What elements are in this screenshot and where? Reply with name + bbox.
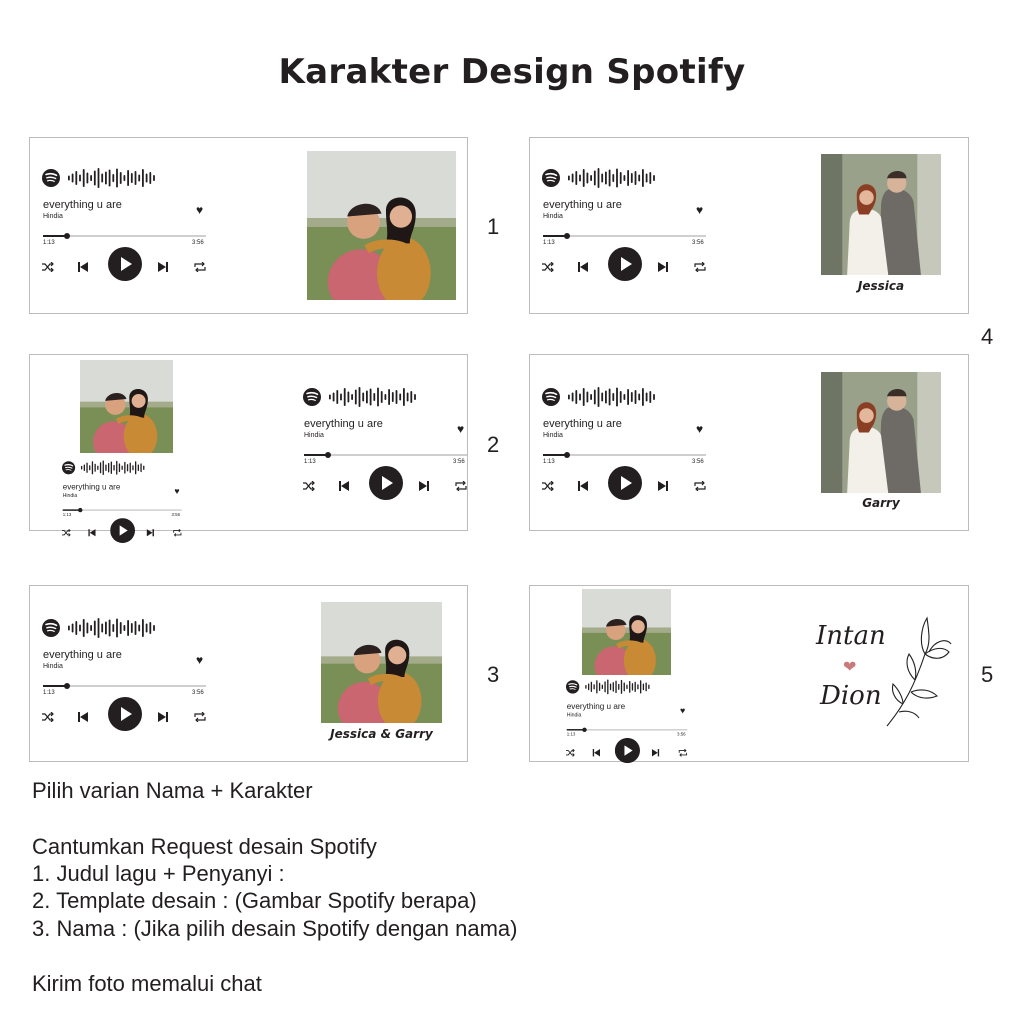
repeat-icon[interactable] <box>694 259 706 277</box>
previous-icon[interactable] <box>339 478 349 496</box>
spotify-player <box>542 385 712 495</box>
time-elapsed: 1:13 <box>304 459 316 465</box>
spotify-code <box>42 616 160 640</box>
wedding-photo <box>821 154 941 275</box>
heart-icon: ❤ <box>843 659 857 676</box>
time-total: 3:56 <box>192 240 204 246</box>
next-icon[interactable] <box>158 259 168 277</box>
song-title: everything u are <box>543 199 622 211</box>
shuffle-icon[interactable] <box>542 259 554 277</box>
heart-icon[interactable]: ♥ <box>196 203 204 217</box>
artist-name: Hindia <box>566 712 582 718</box>
next-icon[interactable] <box>652 747 659 760</box>
artist-name: Hindia <box>543 213 563 220</box>
couple-photo <box>321 602 442 723</box>
wedding-photo <box>821 372 941 493</box>
progress-bar[interactable] <box>43 685 206 687</box>
repeat-icon[interactable] <box>173 527 182 540</box>
photo-name-caption: Jessica & Garry <box>330 727 433 741</box>
heart-icon[interactable]: ♥ <box>174 486 180 497</box>
song-title: everything u are <box>43 199 122 211</box>
spotify-card-variant-5[interactable] <box>529 585 969 762</box>
play-icon[interactable] <box>369 466 403 505</box>
artist-name: Hindia <box>543 432 563 439</box>
progress-bar[interactable] <box>567 729 688 730</box>
next-icon[interactable] <box>158 709 168 727</box>
time-total: 3:56 <box>677 732 686 738</box>
spotify-player <box>303 385 473 495</box>
shuffle-icon[interactable] <box>542 478 554 496</box>
info-send-photo: Kirim foto memalui chat <box>32 971 262 996</box>
info-request-heading: Cantumkan Request desain Spotify <box>32 834 377 859</box>
shuffle-icon[interactable] <box>566 747 575 760</box>
next-icon[interactable] <box>419 478 429 496</box>
next-icon[interactable] <box>658 478 668 496</box>
artist-name: Hindia <box>43 663 63 670</box>
info-step-1: 1. Judul lagu + Penyanyi : <box>32 861 285 886</box>
previous-icon[interactable] <box>578 478 588 496</box>
heart-icon[interactable]: ♥ <box>457 422 465 436</box>
repeat-icon[interactable] <box>194 709 206 727</box>
heart-icon[interactable]: ♥ <box>696 422 704 436</box>
variant-number-1: 1 <box>487 214 500 239</box>
time-total: 3:56 <box>192 690 204 696</box>
heart-icon[interactable]: ♥ <box>696 203 704 217</box>
variant-number-3: 3 <box>487 662 500 687</box>
spotify-card-variant-4a[interactable] <box>529 137 969 314</box>
time-total: 3:56 <box>692 240 704 246</box>
next-icon[interactable] <box>658 259 668 277</box>
couple-photo <box>80 360 173 453</box>
heart-icon[interactable]: ♥ <box>679 705 686 716</box>
previous-icon[interactable] <box>78 259 88 277</box>
time-elapsed: 1:13 <box>43 240 55 246</box>
variant-number-5: 5 <box>981 662 994 687</box>
spotify-card-variant-4b[interactable] <box>529 354 969 531</box>
play-icon[interactable] <box>108 697 142 736</box>
spotify-card-variant-1[interactable] <box>29 137 468 314</box>
variant-number-4: 4 <box>981 324 994 349</box>
repeat-icon[interactable] <box>694 478 706 496</box>
previous-icon[interactable] <box>78 709 88 727</box>
play-icon[interactable] <box>615 738 640 767</box>
time-elapsed: 1:13 <box>566 732 576 738</box>
spotify-player-small <box>62 459 186 539</box>
song-title: everything u are <box>62 483 121 492</box>
spotify-code <box>542 166 660 190</box>
artist-name: Hindia <box>304 432 324 439</box>
previous-icon[interactable] <box>593 747 600 760</box>
photo-name-caption: Garry <box>862 496 900 510</box>
spotify-card-variant-2[interactable] <box>29 354 468 531</box>
progress-bar[interactable] <box>304 454 467 456</box>
repeat-icon[interactable] <box>455 478 467 496</box>
variant-number-2: 2 <box>487 432 500 457</box>
info-step-3: 3. Nama : (Jika pilih desain Spotify dengan nama) <box>32 916 518 941</box>
shuffle-icon[interactable] <box>303 478 315 496</box>
couple-photo <box>582 589 671 675</box>
previous-icon[interactable] <box>88 527 95 540</box>
flower-line-art-icon <box>885 614 955 729</box>
repeat-icon[interactable] <box>678 747 687 760</box>
spotify-code <box>542 385 660 409</box>
artist-name: Hindia <box>62 493 78 499</box>
info-choose-variant: Pilih varian Nama + Karakter <box>32 778 313 803</box>
play-icon[interactable] <box>608 466 642 505</box>
previous-icon[interactable] <box>578 259 588 277</box>
song-title: everything u are <box>43 649 122 661</box>
song-title: everything u are <box>304 418 383 430</box>
heart-icon[interactable]: ♥ <box>196 653 204 667</box>
shuffle-icon[interactable] <box>42 709 54 727</box>
time-total: 3:56 <box>692 459 704 465</box>
script-name-first: Intan <box>816 621 886 651</box>
time-total: 3:56 <box>171 513 181 518</box>
play-icon[interactable] <box>608 247 642 286</box>
script-name-second: Dion <box>820 681 882 711</box>
spotify-player-small <box>566 678 692 759</box>
time-elapsed: 1:13 <box>43 690 55 696</box>
spotify-player <box>42 166 212 276</box>
next-icon[interactable] <box>147 527 154 540</box>
spotify-code <box>566 678 653 696</box>
song-title: everything u are <box>566 702 626 712</box>
play-icon[interactable] <box>108 247 142 286</box>
photo-name-caption: Jessica <box>857 279 905 293</box>
shuffle-icon[interactable] <box>62 527 71 540</box>
spotify-player <box>42 616 212 726</box>
shuffle-icon[interactable] <box>42 259 54 277</box>
spotify-player <box>542 166 712 276</box>
spotify-code <box>42 166 160 190</box>
progress-bar[interactable] <box>543 235 706 237</box>
time-elapsed: 1:13 <box>62 513 72 518</box>
play-icon[interactable] <box>110 518 135 546</box>
time-total: 3:56 <box>453 459 465 465</box>
page-title: Karakter Design Spotify <box>278 52 746 92</box>
artist-name: Hindia <box>43 213 63 220</box>
repeat-icon[interactable] <box>194 259 206 277</box>
spotify-code <box>62 459 148 477</box>
progress-bar[interactable] <box>543 454 706 456</box>
info-step-2: 2. Template desain : (Gambar Spotify berapa) <box>32 888 477 913</box>
song-title: everything u are <box>543 418 622 430</box>
couple-photo <box>307 151 456 300</box>
progress-bar[interactable] <box>63 509 182 510</box>
spotify-code <box>303 385 421 409</box>
progress-bar[interactable] <box>43 235 206 237</box>
spotify-card-variant-3[interactable] <box>29 585 468 762</box>
time-elapsed: 1:13 <box>543 240 555 246</box>
time-elapsed: 1:13 <box>543 459 555 465</box>
